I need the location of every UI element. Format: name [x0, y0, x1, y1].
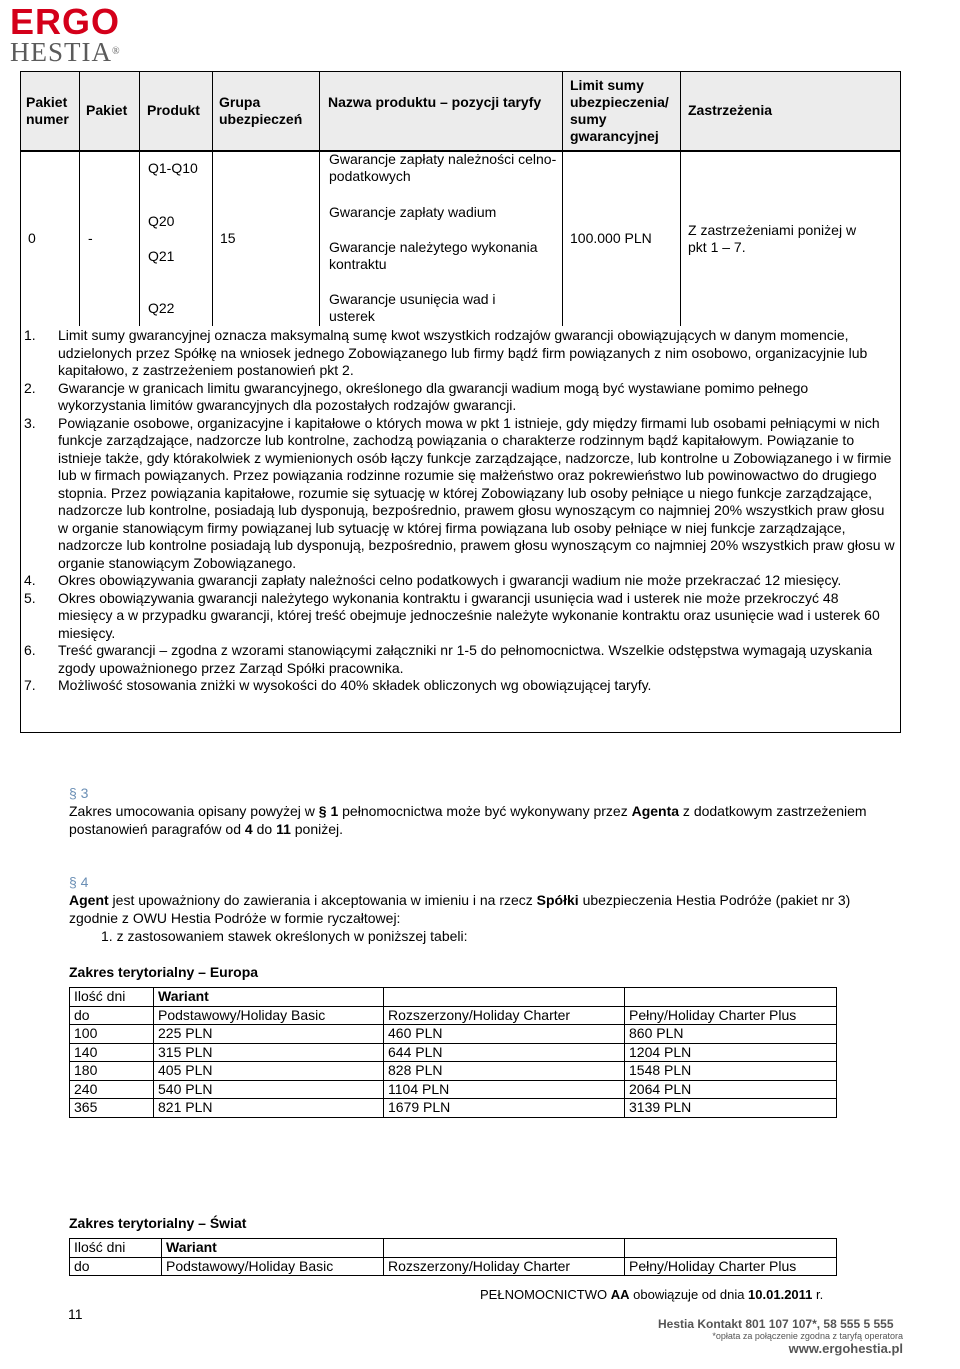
- table-row: [70, 1080, 837, 1099]
- logo-hestia-text: HESTIA®: [10, 37, 121, 67]
- reservation-item: 5. Okres obowiązywania gwarancji należytego wykonania kontraktu i gwarancji usunięcia wad i usterek nie może przekroczyć 48 miesięcy a w przypadku gwarancji, której treść obejmuje jednocześnie należyte wykonanie kontraktu oraz usunięcie wad i usterek 60 miesięcy.: [24, 589, 880, 641]
- col-divider: [319, 71, 320, 326]
- zone-europa-title: Zakres terytorialny – Europa: [69, 964, 259, 980]
- grupa-value: 15: [220, 230, 236, 246]
- header-nazwa: Nazwa produktu – pozycji taryfy: [328, 94, 542, 110]
- header-produkt: Produkt: [147, 102, 200, 118]
- limit-value: 100.000 PLN: [570, 230, 652, 246]
- product-name-q21: Gwarancje należytego wykonania kontraktu: [329, 239, 538, 272]
- zone-swiat-title: Zakres terytorialny – Świat: [69, 1215, 247, 1231]
- contact-info: [658, 1318, 903, 1356]
- col-divider: [79, 71, 80, 326]
- table-row: [70, 1025, 837, 1044]
- product-name-q22: Gwarancje usunięcia wad i usterek: [329, 291, 496, 324]
- product-name-q1: Gwarancje zapłaty należności celno-podatkowych: [329, 151, 557, 184]
- table-cell: 1548 PLN: [625, 1062, 837, 1081]
- section-3: [69, 784, 869, 838]
- header-pakiet: Pakiet: [86, 102, 128, 118]
- table-cell: 1204 PLN: [625, 1043, 837, 1062]
- reservation-item: 7. Możliwość stosowania zniżki w wysokości do 40% składek obliczonych wg obowiązującej taryfy.: [24, 677, 652, 693]
- pakiet-numer-value: 0: [28, 230, 36, 246]
- table-cell: Ilość dni: [70, 988, 154, 1007]
- reservation-item: 3. Powiązanie osobowe, organizacyjne i kapitałowe o których mowa w pkt 1 istnieje, gdy między firmami lub osobami pełniącymi w nich funkcje zarządzające, nadzorcze lub kontrolne, zachodzą powiązania o charakterze rodzinnym bądź kapitałowym. Powiązanie to istnieje także, gdy którakolwiek z wymienionych osób łączy funkcje zarządzające, nadzorcze, lub kontrolne u Zobowiązanego i w firmie lub w firmach powiązanych. Przez powiązania rodzinne rozumie się małżeństwo oraz pokrewieństwo lub powinowactwo do drugiego stopnia. Przez powiązania kapitałowe, rozumie się sytuację w której Zobowiązany lub osoby pełniące u niego funkcje zarządzające, nadzorcze lub kontrolne, posiadają lub dysponują, bezpośrednio, prawem głosu wynoszącym co najmniej 20% wszystkich praw głosu w organie stanowiącym firmy powiązanej lub sytuację w której firma powiązana lub osoby pełniące w niej funkcje zarządzające, nadzorcze lub kontrolne posiadają lub dysponują, bezpośrednio, prawem głosu wynoszącym co najmniej 20% wszystkich praw głosu w organie stanowiącym Zobowiązanego.: [24, 414, 895, 571]
- table-cell: 1104 PLN: [384, 1080, 625, 1099]
- table-cell: Podstawowy/Holiday Basic: [154, 1006, 384, 1025]
- pakiet-value: -: [88, 230, 93, 246]
- table-cell: 1679 PLN: [384, 1099, 625, 1118]
- table-cell: 828 PLN: [384, 1062, 625, 1081]
- table-row: [70, 988, 837, 1007]
- contact-note: *opłata za połączenie zgodna z taryfą operatora: [712, 1331, 903, 1341]
- table-cell: Podstawowy/Holiday Basic: [162, 1257, 384, 1276]
- rates-table-europa: [69, 987, 837, 1118]
- reservation-item: 4. Okres obowiązywania gwarancji zapłaty należności celno podatkowych i gwarancji wadium nie może przekraczać 12 miesięcy.: [24, 572, 842, 588]
- zastrzezenia-value: Z zastrzeżeniami poniżej w pkt 1 – 7.: [688, 222, 857, 255]
- table-cell: 460 PLN: [384, 1025, 625, 1044]
- table-cell: 365: [70, 1099, 154, 1118]
- table-row: [70, 1239, 837, 1258]
- contact-phone: Hestia Kontakt 801 107 107*, 58 555 5 555: [658, 1317, 894, 1331]
- table-cell: 240: [70, 1080, 154, 1099]
- table-cell: Ilość dni: [70, 1239, 162, 1258]
- table-cell: [384, 1239, 625, 1258]
- section-3-number: § 3: [69, 785, 89, 801]
- table-cell: [625, 1239, 837, 1258]
- table-cell: Wariant: [154, 988, 384, 1007]
- table-cell: Pełny/Holiday Charter Plus: [625, 1257, 837, 1276]
- table-cell: 3139 PLN: [625, 1099, 837, 1118]
- validity-note: PEŁNOMOCNICTWO AA obowiązuje od dnia 10.01.2011 r.: [480, 1287, 824, 1302]
- header-pakiet-numer: Pakiet numer: [26, 94, 69, 127]
- col-divider: [212, 71, 213, 326]
- ergo-hestia-logo: [8, 1, 121, 67]
- section-4-item-1: 1. z zastosowaniem stawek określonych w poniższej tabeli:: [101, 928, 468, 944]
- section-4-number: § 4: [69, 874, 89, 890]
- table-cell: 644 PLN: [384, 1043, 625, 1062]
- table-cell: do: [70, 1257, 162, 1276]
- col-divider: [562, 71, 563, 326]
- table-cell: 405 PLN: [154, 1062, 384, 1081]
- table-cell: Pełny/Holiday Charter Plus: [625, 1006, 837, 1025]
- col-divider: [139, 71, 140, 326]
- table-cell: 100: [70, 1025, 154, 1044]
- section-4: [69, 873, 869, 945]
- table-row: [70, 1099, 837, 1118]
- table-cell: 180: [70, 1062, 154, 1081]
- reservation-item: 2. Gwarancje w granicach limitu gwarancyjnego, określonego dla gwarancji wadium mogą być wystawiane pomimo pełnego wykorzystania limitów gwarancyjnych dla pozostałych rodzajów gwarancji.: [24, 379, 809, 413]
- table-cell: 821 PLN: [154, 1099, 384, 1118]
- table-cell: 860 PLN: [625, 1025, 837, 1044]
- header-limit: Limit sumy ubezpieczenia/ sumy gwarancyjnej: [570, 77, 669, 144]
- logo-ergo-text: ERGO: [10, 1, 121, 42]
- col-divider: [680, 71, 681, 326]
- table-cell: Rozszerzony/Holiday Charter: [384, 1257, 625, 1276]
- header-zastrzezenia: Zastrzeżenia: [688, 102, 773, 118]
- table-cell: Wariant: [162, 1239, 384, 1258]
- section-4-text: Agent jest upoważniony do zawierania i akceptowania w imieniu i na rzecz Spółki ubezpieczenia Hestia Podróże (pakiet nr 3) zgodnie z OWU Hestia Podróże w formie ryczałtowej:: [69, 892, 851, 926]
- table-row: [70, 1257, 837, 1276]
- product-code-q1: Q1-Q10: [148, 160, 198, 176]
- table-row: [70, 1062, 837, 1081]
- product-code-q21: Q21: [148, 248, 175, 264]
- website-link[interactable]: www.ergohestia.pl: [788, 1341, 903, 1356]
- product-name-q20: Gwarancje zapłaty wadium: [329, 204, 497, 220]
- table-cell: 140: [70, 1043, 154, 1062]
- table-cell: Rozszerzony/Holiday Charter: [384, 1006, 625, 1025]
- table-row: [70, 1043, 837, 1062]
- table-cell: do: [70, 1006, 154, 1025]
- table-cell: 2064 PLN: [625, 1080, 837, 1099]
- header-grupa: Grupa ubezpieczeń: [219, 94, 303, 127]
- table-cell: 540 PLN: [154, 1080, 384, 1099]
- page-number: 11: [68, 1306, 83, 1322]
- table-cell: [625, 988, 837, 1007]
- table-cell: 315 PLN: [154, 1043, 384, 1062]
- reservations-list: [24, 327, 896, 695]
- rates-table-swiat: [69, 1238, 837, 1276]
- product-code-q20: Q20: [148, 213, 175, 229]
- reservation-item: 1. Limit sumy gwarancyjnej oznacza maksymalną sumę kwot wszystkich rodzajów gwarancji obowiązujących w danym momencie, udzielonych przez Spółkę na wniosek jednego Zobowiązanego lub firmy bądź firm powiązanych z nim osobowo, organizacyjnie lub kapitałowo, z zastrzeżeniem postanowień pkt 2.: [24, 327, 868, 378]
- product-code-q22: Q22: [148, 300, 175, 316]
- reservation-item: 6. Treść gwarancji – zgodna z wzorami stanowiącymi załączniki nr 1-5 do pełnomocnictwa. Wszelkie odstępstwa wymagają uzyskania zgody upoważnionego przez Zarząd Spółki pracownika.: [24, 642, 873, 676]
- table-cell: [384, 988, 625, 1007]
- table-row: [70, 1006, 837, 1025]
- section-3-text: Zakres umocowania opisany powyżej w § 1 pełnomocnictwa może być wykonywany przez Agenta z dodatkowym zastrzeżeniem postanowień paragrafów od 4 do 11 poniżej.: [69, 803, 867, 837]
- table-cell: 225 PLN: [154, 1025, 384, 1044]
